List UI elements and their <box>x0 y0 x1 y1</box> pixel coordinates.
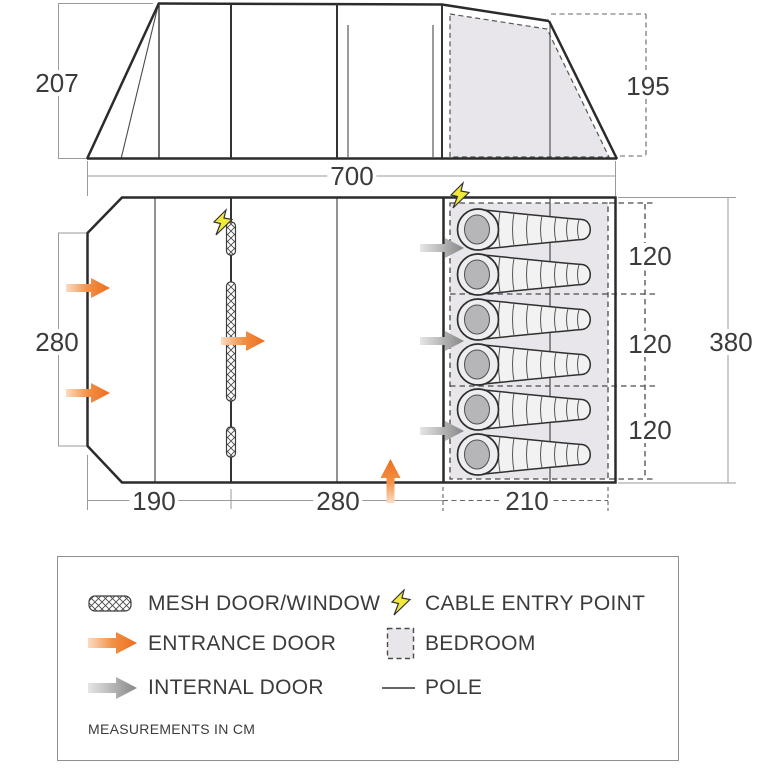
dim-bottom-segment-2: 280 <box>313 488 362 514</box>
legend-entrance-label: ENTRANCE DOOR <box>148 632 337 655</box>
dim-depth-total: 380 <box>706 329 755 355</box>
dim-bottom-segment-3: 210 <box>502 488 551 514</box>
legend-footnote: MEASUREMENTS IN CM <box>88 721 256 737</box>
legend-cable-label: CABLE ENTRY POINT <box>425 592 646 615</box>
side-elevation-view <box>58 3 646 159</box>
legend-bedroom-label: BEDROOM <box>425 632 536 655</box>
dim-width-total: 700 <box>327 163 376 189</box>
bedroom-swatch-icon <box>386 627 416 661</box>
legend-pole-label: POLE <box>425 676 483 699</box>
pole-line-icon <box>381 683 417 693</box>
legend-mesh-label: MESH DOOR/WINDOW <box>148 592 381 615</box>
mesh-swatch-icon <box>88 595 132 612</box>
dim-height-bedroom: 195 <box>623 73 672 99</box>
dim-bedroom-section-1: 120 <box>625 243 674 269</box>
entrance-door-arrow-up-icon <box>381 459 401 503</box>
dim-bedroom-section-2: 120 <box>625 331 674 357</box>
dim-bedroom-section-3: 120 <box>625 417 674 443</box>
side-bedroom-shade <box>450 14 609 157</box>
dim-bottom-segment-1: 190 <box>129 488 178 514</box>
cable-entry-legend-icon <box>390 589 414 618</box>
dim-height-main: 207 <box>32 70 81 96</box>
internal-door-legend-icon <box>88 676 138 700</box>
legend-internal-label: INTERNAL DOOR <box>148 676 324 699</box>
dim-depth-front: 280 <box>32 329 81 355</box>
entrance-door-legend-icon <box>88 631 138 655</box>
side-divider-lines <box>159 3 442 158</box>
